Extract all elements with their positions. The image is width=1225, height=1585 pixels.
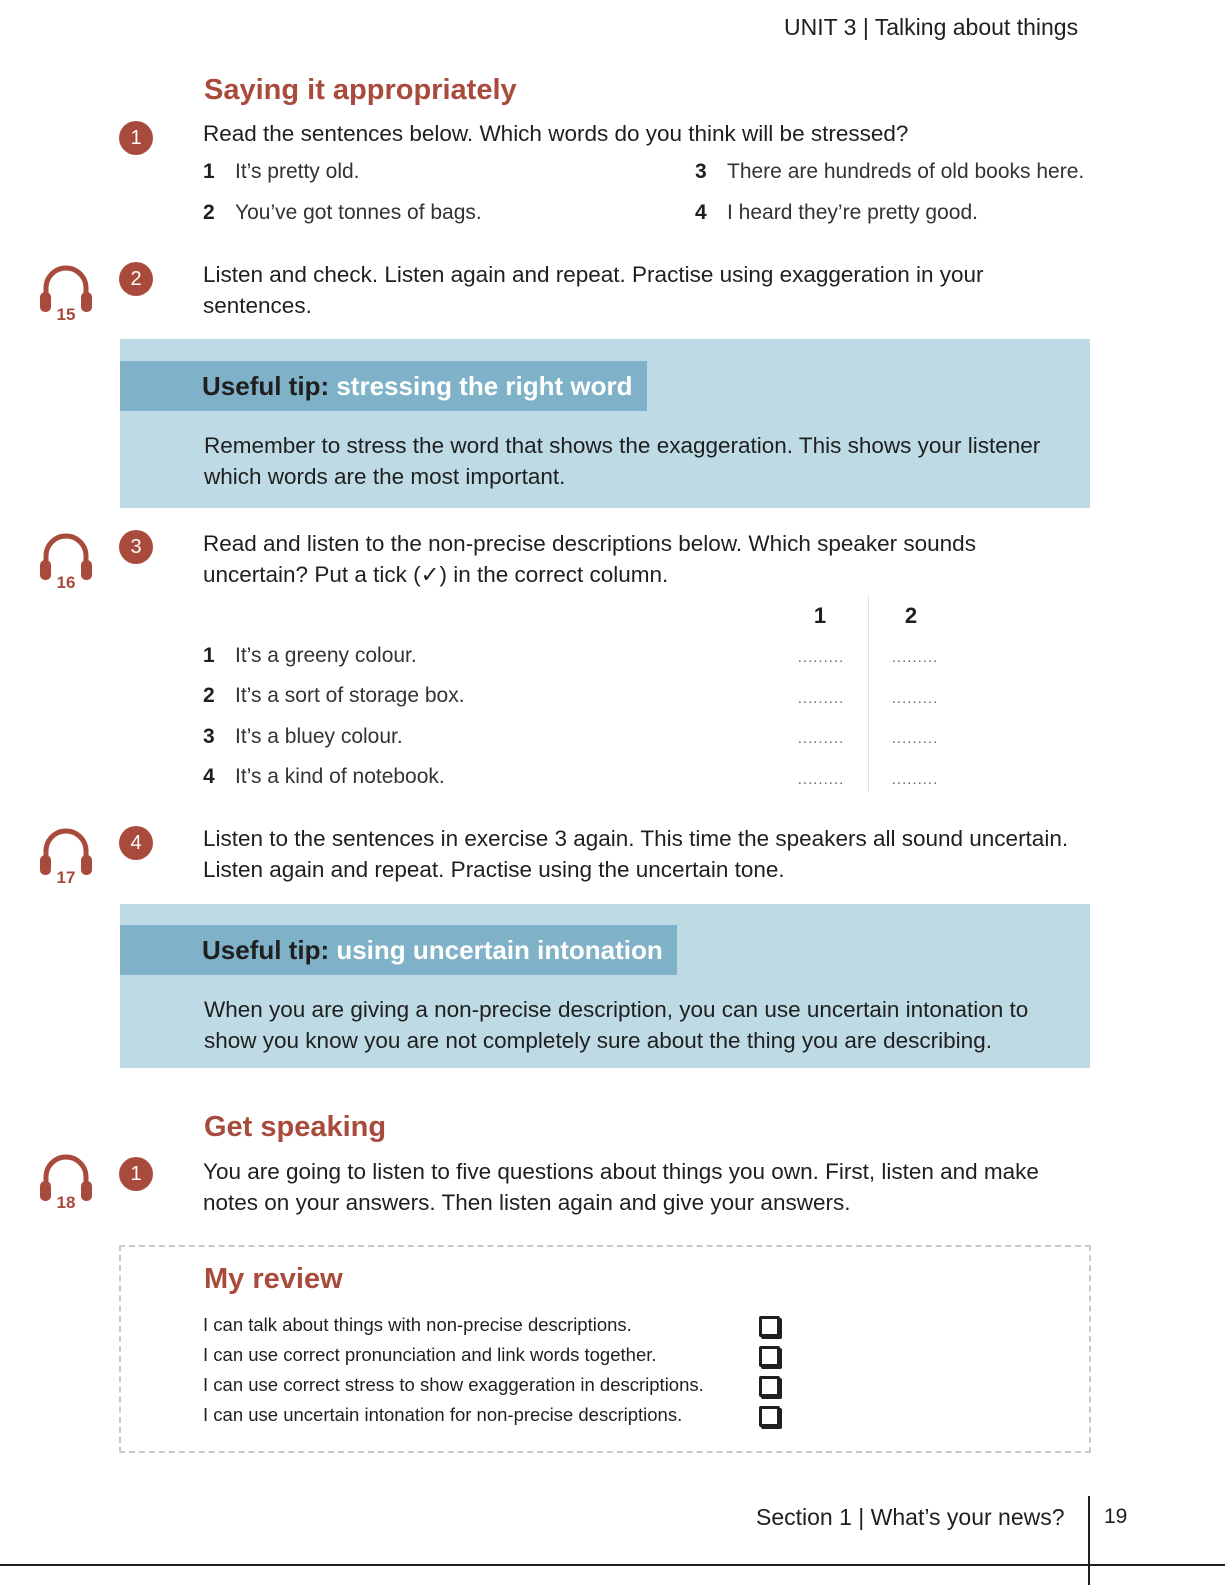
item-number: 4 bbox=[695, 201, 707, 224]
answer-blank[interactable]: ......... bbox=[797, 690, 845, 707]
section-footer: Section 1 | What’s your news? bbox=[756, 1504, 1065, 1530]
answer-blank[interactable]: ......... bbox=[891, 649, 939, 666]
audio-track-number: 17 bbox=[56, 868, 76, 887]
exercise-4-instruction: Listen to the sentences in exercise 3 again. This time the speakers all sound uncertain. Listen again and repeat. Practise using the uncertain tone. bbox=[203, 826, 1069, 882]
exercise-2-instruction: Listen and check. Listen again and repeat. Practise using exaggeration in your sentences. bbox=[203, 262, 984, 318]
sentence-item bbox=[695, 160, 1084, 184]
tip-text: Remember to stress the word that shows the exaggeration. This shows your listener which words are the most important. bbox=[204, 433, 1041, 489]
audio-track-number: 16 bbox=[56, 573, 76, 592]
description-item bbox=[203, 644, 417, 668]
tip-topic: stressing the right word bbox=[336, 371, 633, 401]
page-number: 19 bbox=[1104, 1505, 1128, 1528]
review-checkbox[interactable] bbox=[759, 1406, 780, 1427]
review-title: My review bbox=[204, 1263, 343, 1295]
item-text: You’ve got tonnes of bags. bbox=[235, 201, 482, 224]
sentence-item bbox=[203, 201, 482, 225]
column-header: 2 bbox=[904, 603, 918, 628]
review-statement: I can use uncertain intonation for non-precise descriptions. bbox=[203, 1404, 683, 1425]
tip-header bbox=[120, 925, 677, 975]
review-checkbox[interactable] bbox=[759, 1346, 780, 1367]
item-text: It’s a kind of notebook. bbox=[235, 765, 445, 788]
item-text: It’s a bluey colour. bbox=[235, 725, 403, 748]
running-head: UNIT 3 | Talking about things bbox=[784, 14, 1079, 40]
review-statement: I can talk about things with non-precise descriptions. bbox=[203, 1314, 632, 1335]
item-text: It’s a greeny colour. bbox=[235, 644, 417, 667]
exercise-number-badge: 4 bbox=[119, 826, 153, 860]
item-number: 1 bbox=[203, 644, 215, 667]
audio-track-number: 18 bbox=[56, 1193, 76, 1212]
useful-tip-box bbox=[120, 904, 1090, 1068]
tip-label: Useful tip: bbox=[202, 371, 330, 401]
sentence-item bbox=[695, 201, 978, 225]
answer-blank[interactable]: ......... bbox=[891, 771, 939, 788]
item-number: 3 bbox=[203, 725, 215, 748]
item-number: 1 bbox=[203, 160, 215, 183]
tip-label: Useful tip: bbox=[202, 935, 330, 965]
bottom-rule bbox=[0, 1564, 1225, 1566]
answer-blank[interactable]: ......... bbox=[797, 649, 845, 666]
item-number: 2 bbox=[203, 684, 215, 707]
item-text: It’s pretty old. bbox=[235, 160, 360, 183]
description-item bbox=[203, 684, 465, 708]
tip-topic: using uncertain intonation bbox=[336, 935, 663, 965]
answer-blank[interactable]: ......... bbox=[891, 690, 939, 707]
review-checkbox[interactable] bbox=[759, 1316, 780, 1337]
review-checkbox[interactable] bbox=[759, 1376, 780, 1397]
tip-header bbox=[120, 361, 647, 411]
answer-blank[interactable]: ......... bbox=[797, 771, 845, 788]
audio-track-number: 15 bbox=[56, 305, 76, 324]
review-statement: I can use correct stress to show exaggeration in descriptions. bbox=[203, 1374, 704, 1395]
item-number: 3 bbox=[695, 160, 707, 183]
review-statement: I can use correct pronunciation and link words together. bbox=[203, 1344, 657, 1365]
footer-divider bbox=[1088, 1496, 1090, 1585]
exercise-number-badge: 1 bbox=[119, 121, 153, 155]
exercise-number-badge: 2 bbox=[119, 262, 153, 296]
exercise-1-instruction: Read the sentences below. Which words do you think will be stressed? bbox=[203, 121, 909, 146]
exercise-number-badge: 1 bbox=[119, 1157, 153, 1191]
description-item bbox=[203, 765, 445, 789]
sentence-item bbox=[203, 160, 360, 184]
section-title-saying: Saying it appropriately bbox=[204, 74, 517, 106]
item-text: I heard they’re pretty good. bbox=[727, 201, 978, 224]
exercise-3-instruction: Read and listen to the non-precise descriptions below. Which speaker sounds uncertain? Put a tick (✓) in the correct column. bbox=[203, 531, 976, 587]
description-item bbox=[203, 725, 403, 749]
useful-tip-box bbox=[120, 339, 1090, 508]
answer-blank[interactable]: ......... bbox=[891, 730, 939, 747]
item-text: There are hundreds of old books here. bbox=[727, 160, 1085, 183]
answer-blank[interactable]: ......... bbox=[797, 730, 845, 747]
item-number: 4 bbox=[203, 765, 215, 788]
item-number: 2 bbox=[203, 201, 215, 224]
item-text: It’s a sort of storage box. bbox=[235, 684, 465, 707]
column-header: 1 bbox=[813, 603, 827, 628]
exercise-number-badge: 3 bbox=[119, 530, 153, 564]
column-divider bbox=[868, 596, 869, 792]
speaking-instruction: You are going to listen to five questions about things you own. First, listen and make notes on your answers. Then listen again and give your answers. bbox=[203, 1159, 1039, 1215]
section-title-speaking: Get speaking bbox=[204, 1111, 387, 1143]
tip-text: When you are giving a non-precise description, you can use uncertain intonation to show you know you are not completely sure about the thing you are describing. bbox=[204, 997, 1029, 1053]
